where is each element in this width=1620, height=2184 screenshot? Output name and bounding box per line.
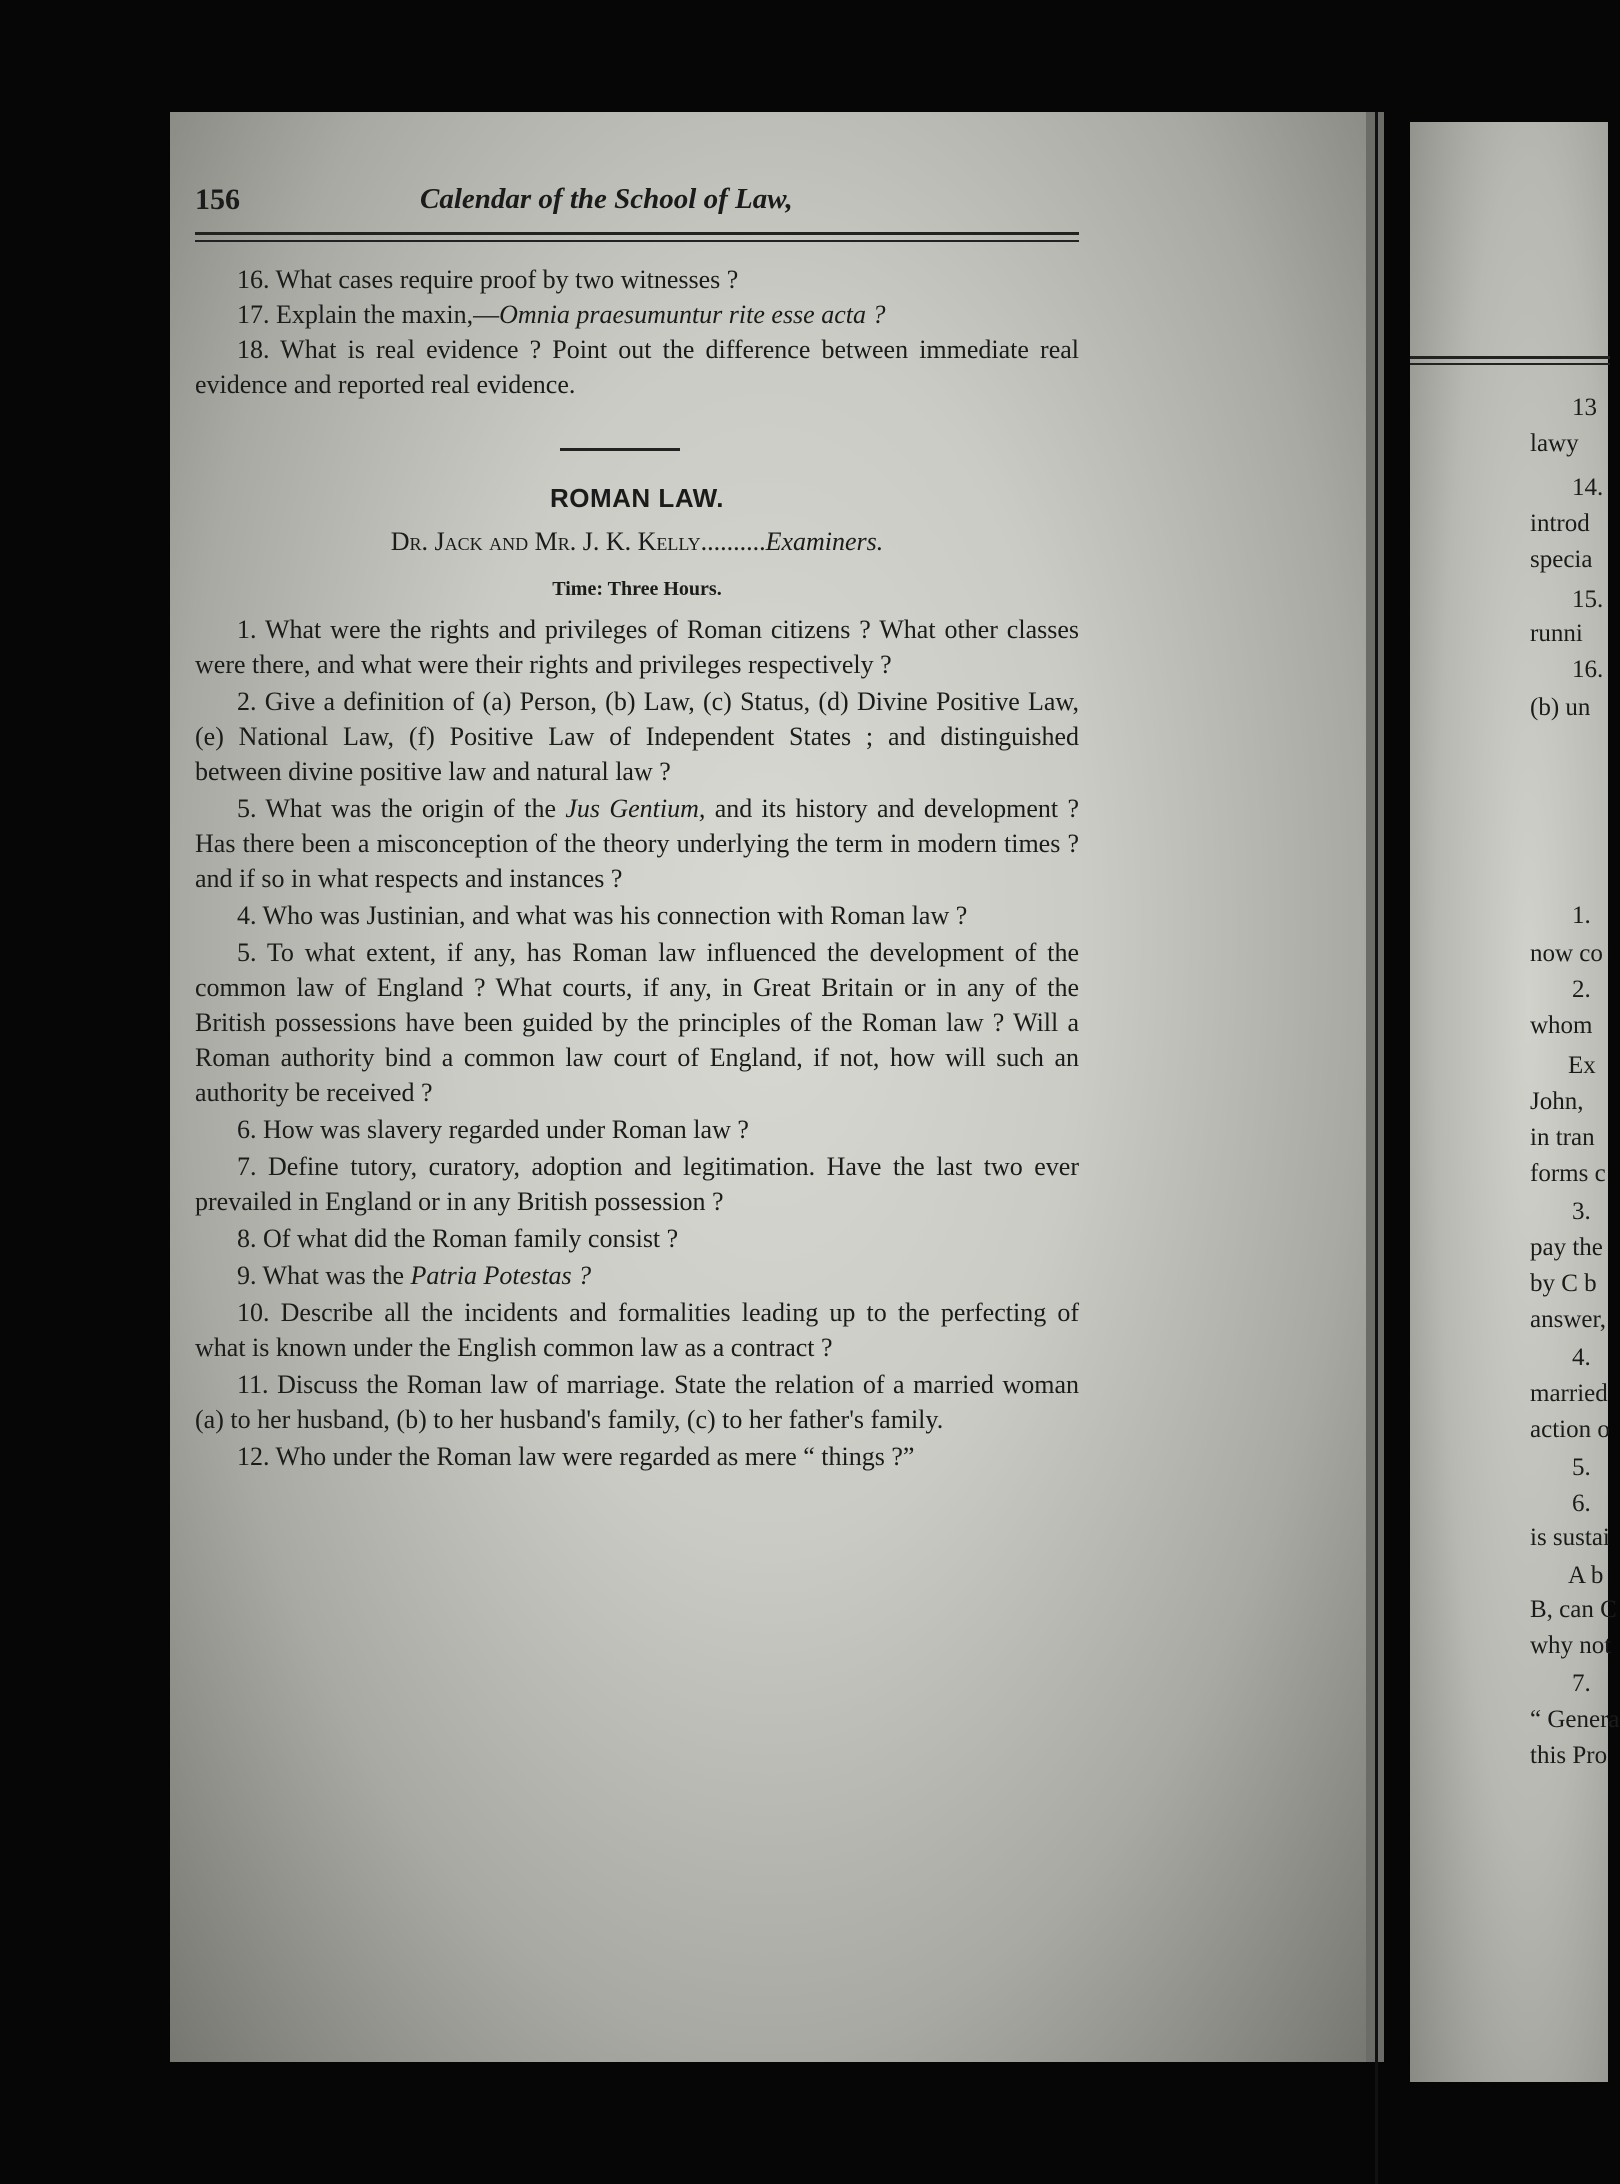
right-page-fragment: this Pro: [1530, 1742, 1608, 1769]
right-page-fragment: 7.: [1572, 1670, 1591, 1697]
right-page-fragment: 3.: [1572, 1198, 1591, 1225]
right-page-fragment: forms c: [1530, 1160, 1606, 1187]
page-number: 156: [195, 183, 240, 216]
right-page-fragment: B, can C: [1530, 1596, 1617, 1623]
right-page-fragment: 14.: [1572, 474, 1604, 501]
right-page-fragment: now co: [1530, 940, 1603, 967]
running-title: Calendar of the School of Law,: [420, 183, 793, 215]
page-fold: [1375, 112, 1378, 2184]
right-page-fragment: (b) un: [1530, 694, 1591, 721]
right-page-fragment: “ Genera: [1530, 1706, 1620, 1733]
right-page-fragment: 2.: [1572, 976, 1591, 1003]
roman-law-questions: [195, 612, 1079, 1474]
question-11: 11. Discuss the Roman law of marriage. State the relation of a married woman (a) to her husband, (b) to her husband's family, (c) to her father's family.: [195, 1370, 1079, 1434]
question-6: 6. How was slavery regarded under Roman law ?: [237, 1115, 749, 1144]
right-page-fragment: Ex: [1568, 1052, 1596, 1079]
right-page-fragment: answer,: [1530, 1306, 1607, 1333]
section-title: ROMAN LAW.: [550, 483, 724, 513]
time-allowed: Time: Three Hours.: [552, 578, 722, 600]
question-8: 8. Of what did the Roman family consist ?: [237, 1224, 679, 1253]
question-5: 5. To what extent, if any, has Roman law influenced the development of the common law of England ? What courts, if any, in Great Britain or in any of the British possessions have been guided by the principles of the Roman law ? Will a Roman authority bind a common law court of England, if not, how will such an authority be received ?: [195, 938, 1080, 1107]
right-page-fragment: specia: [1530, 546, 1593, 573]
right-page-fragment: runni: [1530, 620, 1583, 647]
right-page-fragment: John,: [1530, 1088, 1584, 1115]
right-page-fragment: 13: [1572, 394, 1597, 421]
right-page-fragment: 6.: [1572, 1490, 1591, 1517]
examiners-names: Dr. Jack and Mr. J. K. Kelly: [390, 527, 701, 556]
right-page-fragment: introd: [1530, 510, 1590, 537]
examiners-role: Examiners.: [765, 527, 884, 556]
header-rule-thin: [195, 240, 1079, 242]
question-4: 4. Who was Justinian, and what was his connection with Roman law ?: [237, 901, 968, 930]
question-1: 1. What were the rights and privileges of Roman citizens ? What other classes were there, and what were their rights and privileges respectively ?: [195, 615, 1079, 679]
right-page-rule-thin: [1410, 363, 1610, 365]
question-18: 18. What is real evidence ? Point out the difference between immediate real evidence and reported real evidence.: [195, 335, 1080, 399]
right-page-fragment: married: [1530, 1380, 1608, 1407]
right-page-fragment: 5.: [1572, 1454, 1591, 1481]
right-page-fragment: in tran: [1530, 1124, 1595, 1151]
question-3: 5. What was the origin of the Jus Gentium, and its history and development ? Has there been a misconception of the theory underlying the term in modern times ? and if so in what respects and instances ?: [195, 794, 1080, 893]
question-9: 9. What was the Patria Potestas ?: [237, 1261, 592, 1290]
right-page-fragment: is sustai: [1530, 1524, 1610, 1551]
right-page-rule: [1410, 356, 1610, 359]
right-page-fragment: pay the: [1530, 1234, 1603, 1261]
continued-questions: [195, 262, 1079, 402]
question-16: 16. What cases require proof by two witnesses ?: [237, 265, 739, 294]
question-10: 10. Describe all the incidents and formalities leading up to the perfecting of what is known under the English common law as a contract ?: [195, 1298, 1080, 1362]
right-page-fragment: why not: [1530, 1632, 1612, 1659]
section-divider: [560, 448, 680, 451]
right-page-fragment: 1.: [1572, 902, 1591, 929]
right-page-fragment: 15.: [1572, 586, 1604, 613]
right-page-fragment: by C b: [1530, 1270, 1597, 1297]
examiners-line: [195, 527, 1079, 557]
right-page-fragment: 16.: [1572, 656, 1604, 683]
question-7: 7. Define tutory, curatory, adoption and legitimation. Have the last two ever prevailed in England or in any British possession ?: [195, 1152, 1079, 1216]
examiners-leader: ..........: [700, 527, 766, 556]
right-page-fragment: A b: [1568, 1562, 1604, 1589]
header-rule: [195, 232, 1079, 235]
question-12: 12. Who under the Roman law were regarded as mere “ things ?”: [237, 1442, 915, 1471]
right-page-fragment: lawy: [1530, 430, 1579, 457]
right-page-fragment: 4.: [1572, 1344, 1591, 1371]
question-2: 2. Give a definition of (a) Person, (b) Law, (c) Status, (d) Divine Positive Law, (e) National Law, (f) Positive Law of Independent States ; and distinguished between divine positive law and natural law ?: [195, 687, 1080, 786]
right-page-fragment: whom: [1530, 1012, 1593, 1039]
question-17: 17. Explain the maxin,—Omnia praesumuntur rite esse acta ?: [237, 300, 886, 329]
right-page-fragment: action o: [1530, 1416, 1610, 1443]
